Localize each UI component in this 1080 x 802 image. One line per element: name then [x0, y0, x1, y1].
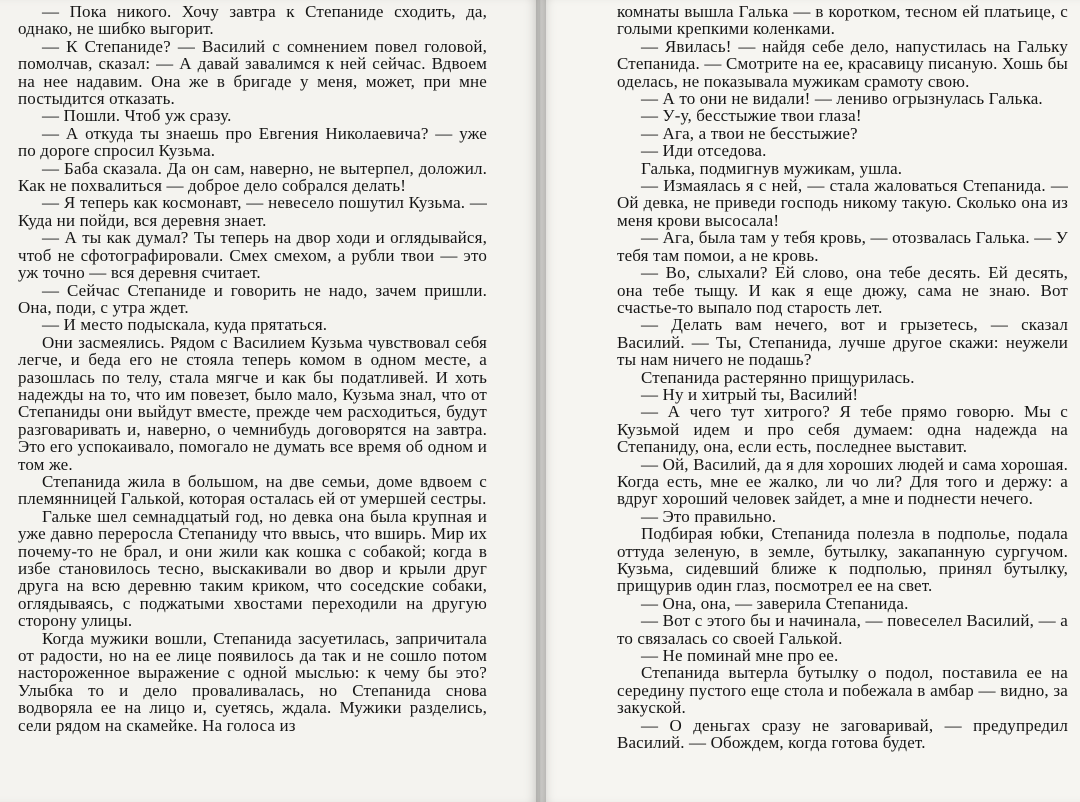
paragraph-continued: комнаты вышла Галька — в коротком, тесном ей платьице, с голыми крепкими коленками.: [617, 2, 1068, 39]
left-page-text: [18, 3, 487, 734]
paragraph: — Ой, Василий, да я для хороших людей и сама хорошая. Когда есть, мне ее жалко, ли чо ли? Для того и держу: а вдруг хороший человек зайдет, а мне и поднести нечего.: [617, 454, 1068, 509]
paragraph: — Не поминай мне про ее.: [641, 646, 839, 666]
paragraph: — Иди отседова.: [641, 141, 767, 161]
paragraph: — Измаялась я с ней, — стала жаловаться Степанида. — Ой девка, не приведи господь никому такую. Сколько она из меня крови высосала!: [617, 176, 1068, 230]
paragraph: — Баба сказала. Да он сам, наверно, не вытерпел, доложил. Как не похвалиться — доброе дело собрался делать!: [18, 158, 487, 196]
paragraph: Степанида вытерла бутылку о подол, поставила ее на середину пустого еще стола и побежала в амбар — видно, за закуской.: [617, 663, 1068, 718]
paragraph: — Ага, а твои не бесстыжие?: [641, 123, 858, 143]
paragraph: — Явилась! — найдя себе дело, напустилась на Гальку Степанида. — Смотрите на ее, красавицу писаную. Хошь бы оделась, не показывала мужикам срамоту свою.: [617, 36, 1068, 91]
paragraph: Гальке шел семнадцатый год, но девка она была крупная и уже давно переросла Степаниду что ввысь, что вширь. Мир их почему-то не брал, и они жили как кошка с собакой; когда в избе становилось тесно, выскакивали во двор и крыли друг друга на всю деревню таким криком, что соседские собаки, оглядываясь, с поджатыми хвостами переходили на другую сторону улицы.: [18, 506, 487, 631]
book-gutter: [536, 0, 546, 802]
paragraph: — А то они не видали! — лениво огрызнулась Галька.: [641, 89, 1043, 109]
paragraph: — Ну и хитрый ты, Василий!: [641, 384, 859, 404]
paragraph: — К Степаниде? — Василий с сомнением повел головой, помолчав, сказал: — А давай завалимся к ней сейчас. Вдвоем на нее надавим. Она же в бригаде у меня, может, при мне постыдится отказать.: [18, 36, 487, 109]
paragraph: — Во, слыхали? Ей слово, она тебе десять. Ей десять, она тебе тыщу. И как я еще дюжу, сама не знаю. Вот счастье-то выпало под старость лет.: [617, 263, 1068, 317]
paragraph: — А чего тут хитрого? Я тебе прямо говорю. Мы с Кузьмой идем и про себя думаем: одна надежда на Степаниду, она, если есть, последнее выставит.: [617, 402, 1068, 457]
paragraph: — У-у, бесстыжие твои глаза!: [641, 106, 862, 126]
paragraph: Степанида растерянно прищурилась.: [641, 367, 915, 387]
right-page-text: [617, 3, 1068, 751]
left-page: [0, 0, 539, 802]
paragraph: Когда мужики вошли, Степанида засуетилась, запричитала от радости, но на ее лице появилось да так и не сошло потом настороженное выражение с одной мыслью: к чему бы это? Улыбка то и дело проваливалась, но Степанида снова водворяла ее на лицо и, суетясь, ждала. Мужики разделись, сели рядом на скамейке. На голоса из: [18, 628, 487, 735]
paragraph: — А откуда ты знаешь про Евгения Николаевича? — уже по дороге спросил Кузьма.: [18, 123, 487, 161]
paragraph: Подбирая юбки, Степанида полезла в подполье, подала оттуда зеленую, в земле, бутылку, закапанную сургучом. Кузьма, сидевший ближе к подполью, принял бутылку, прищурив один глаз, посмотрел ее на свет.: [617, 524, 1068, 596]
paragraph: — Вот с этого бы и начинала, — повеселел Василий, — а то связалась со своей Галькой.: [617, 611, 1068, 648]
right-page: [539, 0, 1080, 802]
paragraph: — А ты как думал? Ты теперь на двор ходи и оглядывайся, чтоб не сфотографировали. Смех смехом, а рубли твои — это уж точно — вся деревня считает.: [18, 228, 487, 283]
paragraph: — И место подыскала, куда прятаться.: [42, 315, 328, 335]
paragraph: — Делать вам нечего, вот и грызетесь, — сказал Василий. — Ты, Степанида, лучше другое скажи: неужели ты нам ничего не подашь?: [617, 315, 1068, 370]
paragraph: Галька, подмигнув мужикам, ушла.: [641, 158, 903, 178]
paragraph: — Пока никого. Хочу завтра к Степаниде сходить, да, однако, не шибко выгорит.: [18, 2, 487, 39]
paragraph: Степанида жила в большом, на две семьи, доме вдвоем с племянницей Галькой, которая осталась ей от умершей сестры.: [18, 471, 487, 509]
paragraph: — Ага, была там у тебя кровь, — отозвалась Галька. — У тебя там помои, а не кровь.: [617, 228, 1068, 265]
paragraph: — Это правильно.: [641, 506, 777, 526]
paragraph: — Я теперь как космонавт, — невесело пошутил Кузьма. — Куда ни пойди, вся деревня знает.: [18, 193, 487, 230]
paragraph: — О деньгах сразу не заговаривай, — предупредил Василий. — Обождем, когда готова будет.: [617, 715, 1068, 753]
paragraph: — Сейчас Степаниде и говорить не надо, зачем пришли. Она, поди, с утра ждет.: [18, 280, 487, 317]
paragraph: — Она, она, — заверила Степанида.: [641, 593, 909, 613]
paragraph: — Пошли. Чтоб уж сразу.: [42, 106, 232, 126]
paragraph: Они засмеялись. Рядом с Василием Кузьма чувствовал себя легче, и беда его не стояла теперь комом в одном месте, а разошлась по телу, стала мягче и как бы податливей. И хоть надежды на то, что им повезет, было мало, Кузьма знал, что от Степаниды они выйдут вместе, прежде чем расходиться, будут разговаривать и, наверно, о чемнибудь договорятся на завтра. Это его успокаивало, помогало не думать все время об одном и том же.: [18, 332, 487, 474]
